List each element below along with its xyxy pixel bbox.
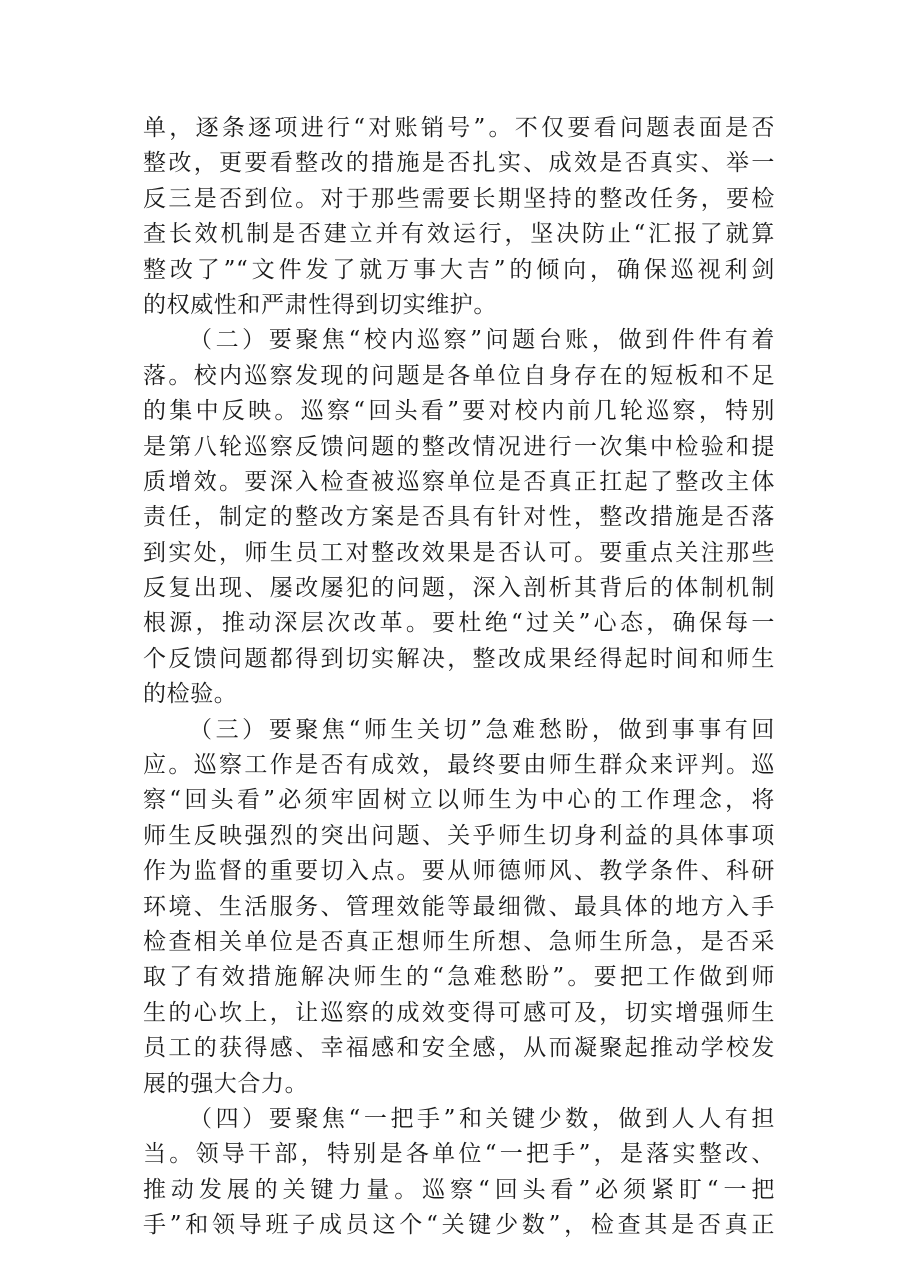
text-line: 落。校内巡察发现的问题是各单位自身存在的短板和不足 [143,362,775,389]
text-line: 的权威性和严肃性得到切实维护。 [143,291,497,318]
text-line: 推动发展的关键力量。巡察“回头看”必须紧盯“一把 [143,1176,775,1203]
text-line: 生的心坎上，让巡察的成效变得可感可及，切实增强师生 [143,999,775,1026]
text-line: 察“回头看”必须牢固树立以师生为中心的工作理念，将 [143,787,775,814]
text-line: 手”和领导班子成员这个“关键少数”，检查其是否真正 [143,1212,775,1239]
text-line: 责任，制定的整改方案是否具有针对性，整改措施是否落 [143,504,775,531]
text-line: 当。领导干部，特别是各单位“一把手”，是落实整改、 [143,1141,775,1168]
text-line: （三）要聚焦“师生关切”急难愁盼，做到事事有回 [189,716,775,743]
text-line: （二）要聚焦“校内巡察”问题台账，做到件件有着 [189,327,775,354]
text-line: 到实处，师生员工对整改效果是否认可。要重点关注那些 [143,539,775,566]
text-line: 整改了”“文件发了就万事大吉”的倾向，确保巡视利剑 [143,256,775,283]
text-line: 应。巡察工作是否有成效，最终要由师生群众来评判。巡 [143,752,775,779]
text-line: 取了有效措施解决师生的“急难愁盼”。要把工作做到师 [143,964,775,991]
text-line: 根源，推动深层次改革。要杜绝“过关”心态，确保每一 [143,610,775,637]
text-line: 的检验。 [143,681,238,708]
text-line: 展的强大合力。 [143,1070,309,1097]
text-line: 员工的获得感、幸福感和安全感，从而凝聚起推动学校发 [143,1035,775,1062]
text-line: 环境、生活服务、管理效能等最细微、最具体的地方入手 [143,893,775,920]
text-line: 师生反映强烈的突出问题、关乎师生切身利益的具体事项 [143,822,775,849]
text-line: 反复出现、屡改屡犯的问题，深入剖析其背后的体制机制 [143,575,775,602]
text-line: 查长效机制是否建立并有效运行，坚决防止“汇报了就算 [143,221,775,248]
text-line: 整改，更要看整改的措施是否扎实、成效是否真实、举一 [143,150,775,177]
text-line: 个反馈问题都得到切实解决，整改成果经得起时间和师生 [143,645,775,672]
text-line: 的集中反映。巡察“回头看”要对校内前几轮巡察，特别 [143,398,775,425]
text-line: 作为监督的重要切入点。要从师德师风、教学条件、科研 [143,858,775,885]
text-line: （四）要聚焦“一把手”和关键少数，做到人人有担 [189,1105,775,1132]
text-line: 检查相关单位是否真正想师生所想、急师生所急，是否采 [143,928,775,955]
text-line: 反三是否到位。对于那些需要长期坚持的整改任务，要检 [143,185,775,212]
document-body [143,111,775,1244]
text-line: 是第八轮巡察反馈问题的整改情况进行一次集中检验和提 [143,433,775,460]
text-line: 质增效。要深入检查被巡察单位是否真正扛起了整改主体 [143,468,775,495]
text-line: 单，逐条逐项进行“对账销号”。不仅要看问题表面是否 [143,115,775,141]
